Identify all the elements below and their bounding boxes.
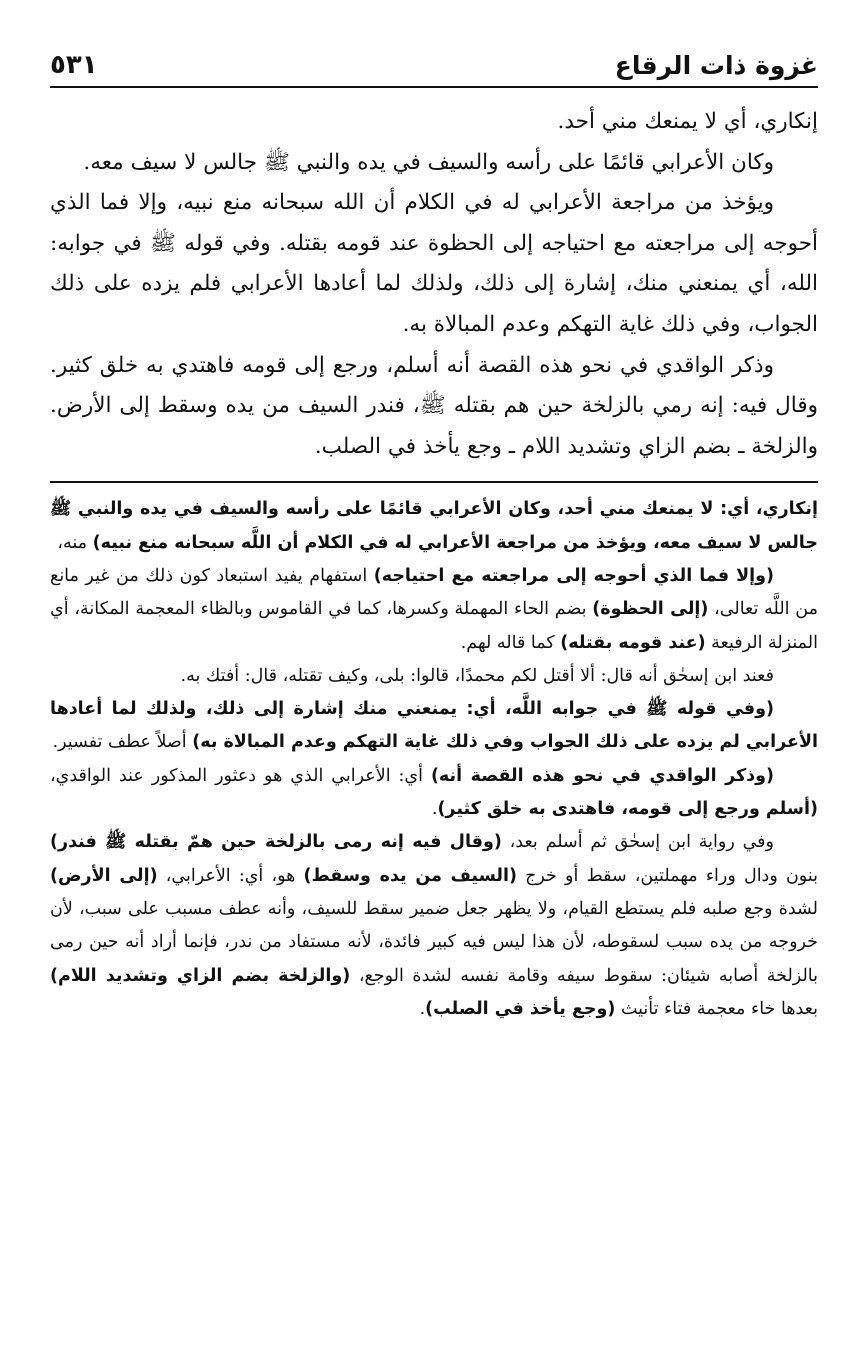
main-paragraph: وكان الأعرابي قائمًا على رأسه والسيف في يده والنبي ﷺ جالس لا سيف معه.: [83, 149, 774, 175]
quoted-text: (وذكر الواقدي في نحو هذه القصة أنه): [430, 765, 775, 786]
main-paragraph: وذكر الواقدي في نحو هذه القصة أنه أسلم، ورجع إلى قومه فاهتدي به خلق كثير. وقال فيه: إنه رمي بالزلخة حين هم بقتله ﷺ، فندر السيف من يده وسقط إلى الأرض. والزلخة ـ بضم الزاي وتشديد اللام ـ وجع يأخذ في الصلب.: [50, 352, 818, 459]
commentary-text: .: [431, 799, 438, 820]
commentary-text: بعدها خاء معجمة فتاء تأنيث: [615, 998, 818, 1019]
quoted-text: (وإلا فما الذي أحوجه إلى مراجعته مع احتياجه): [373, 565, 774, 586]
quoted-text: (وجع يأخذ في الصلب): [425, 998, 616, 1019]
commentary-text: بنون ودال وراء مهملتين، سقط أو خرج: [516, 865, 818, 886]
page-header: [50, 30, 818, 88]
main-paragraph: ويؤخذ من مراجعة الأعرابي له في الكلام أن الله سبحانه منع نبيه، وإلا فما الذي أحوجه إلى مراجعته مع احتياجه إلى الحظوة عند قومه بقتله. وفي قوله ﷺ في جوابه: الله، أي يمنعني منك، إشارة إلى ذلك، ولذلك لما أعادها الأعرابي فلم يزده على ذلك الجواب، وفي ذلك غاية التهكم وعدم المبالاة به.: [50, 190, 818, 337]
chapter-title: غزوة ذات الرقاع: [614, 51, 818, 80]
quoted-text: (وفي قوله ﷺ في جوابه اللَّه، أي: يمنعني منك إشارة إلى ذلك، ولذلك لما أعادها الأعرابي لم يزده على ذلك الجواب وفي ذلك غاية التهكم وعدم المبالاة به): [50, 699, 818, 753]
commentary-paragraph: فعند ابن إسحٰق أنه قال: ألا أقتل لكم محمدًا، قالوا: بلى، وكيف تقتله، قال: أفتك به.: [180, 665, 774, 686]
quoted-text: (السيف من يده وسقط): [303, 865, 517, 886]
page-number: ٥٣١: [50, 50, 98, 80]
quoted-text: إنكاري، أي: لا يمنعك مني أحد، وكان الأعرابي قائمًا على رأسه والسيف في يده والنبي ﷺ جالس لا سيف معه، ويؤخذ من مراجعة الأعرابي له في الكلام أن اللَّه سبحانه منع نبيه): [50, 499, 818, 553]
quoted-text: (والزلخة بضم الزاي وتشديد اللام): [50, 965, 351, 986]
main-text: [50, 102, 818, 467]
commentary-text: كما قاله لهم.: [460, 632, 561, 653]
commentary-paragraph: [50, 693, 818, 760]
quoted-text: (أسلم ورجع إلى قومه، فاهتدى به خلق كثير): [437, 799, 818, 820]
quoted-text: (وقال فيه إنه رمى بالزلخة حين همّ بقتله ﷺ فندر): [50, 832, 502, 853]
section-divider: [50, 481, 818, 483]
commentary-paragraph: [50, 826, 818, 1026]
quoted-text: (إلى الحظوة): [592, 599, 709, 620]
commentary-text: أي: الأعرابي الذي هو دعثور المذكور عند الواقدي،: [50, 765, 431, 786]
commentary-text: بضم الحاء المهملة وكسرها، كما في القاموس وبالظاء المعجمة المكانة، أي المنزلة الرفيعة: [50, 599, 818, 653]
quoted-text: (عند قومه بقتله): [560, 632, 706, 653]
commentary-text: .: [419, 998, 426, 1019]
commentary-text: لشدة وجع صلبه فلم يستطع القيام، ولا يظهر جعل ضمير سقط للسيف، وأنه عطف مسبب على سبب، لأن خروجه من يده سبب لسقوطه، لأن هذا ليس فيه كبير فائدة، لأنه مستفاد من ندر، فإنما أراد أنه حين رمى بالزلخة أصابه شيئان: سقوط سيفه وقامة نفسه لشدة الوجع،: [50, 898, 818, 986]
commentary-paragraph: [50, 493, 818, 560]
commentary-text: وفي رواية ابن إسحٰق ثم أسلم بعد،: [501, 832, 774, 853]
main-paragraph: إنكاري، أي لا يمنعك مني أحد.: [557, 109, 818, 134]
commentary-paragraph: [50, 560, 818, 660]
commentary-text: أصلاً عطف تفسير.: [52, 732, 193, 753]
commentary-paragraph: [50, 760, 818, 827]
commentary-text: هو، أي: الأعرابي،: [157, 865, 304, 886]
quoted-text: (إلى الأرض): [50, 865, 158, 886]
commentary-text: استفهام يفيد استبعاد كون ذلك من غير مانع من اللَّه تعالى،: [50, 565, 818, 620]
commentary: [50, 493, 818, 1026]
commentary-text: منه،: [57, 532, 93, 553]
